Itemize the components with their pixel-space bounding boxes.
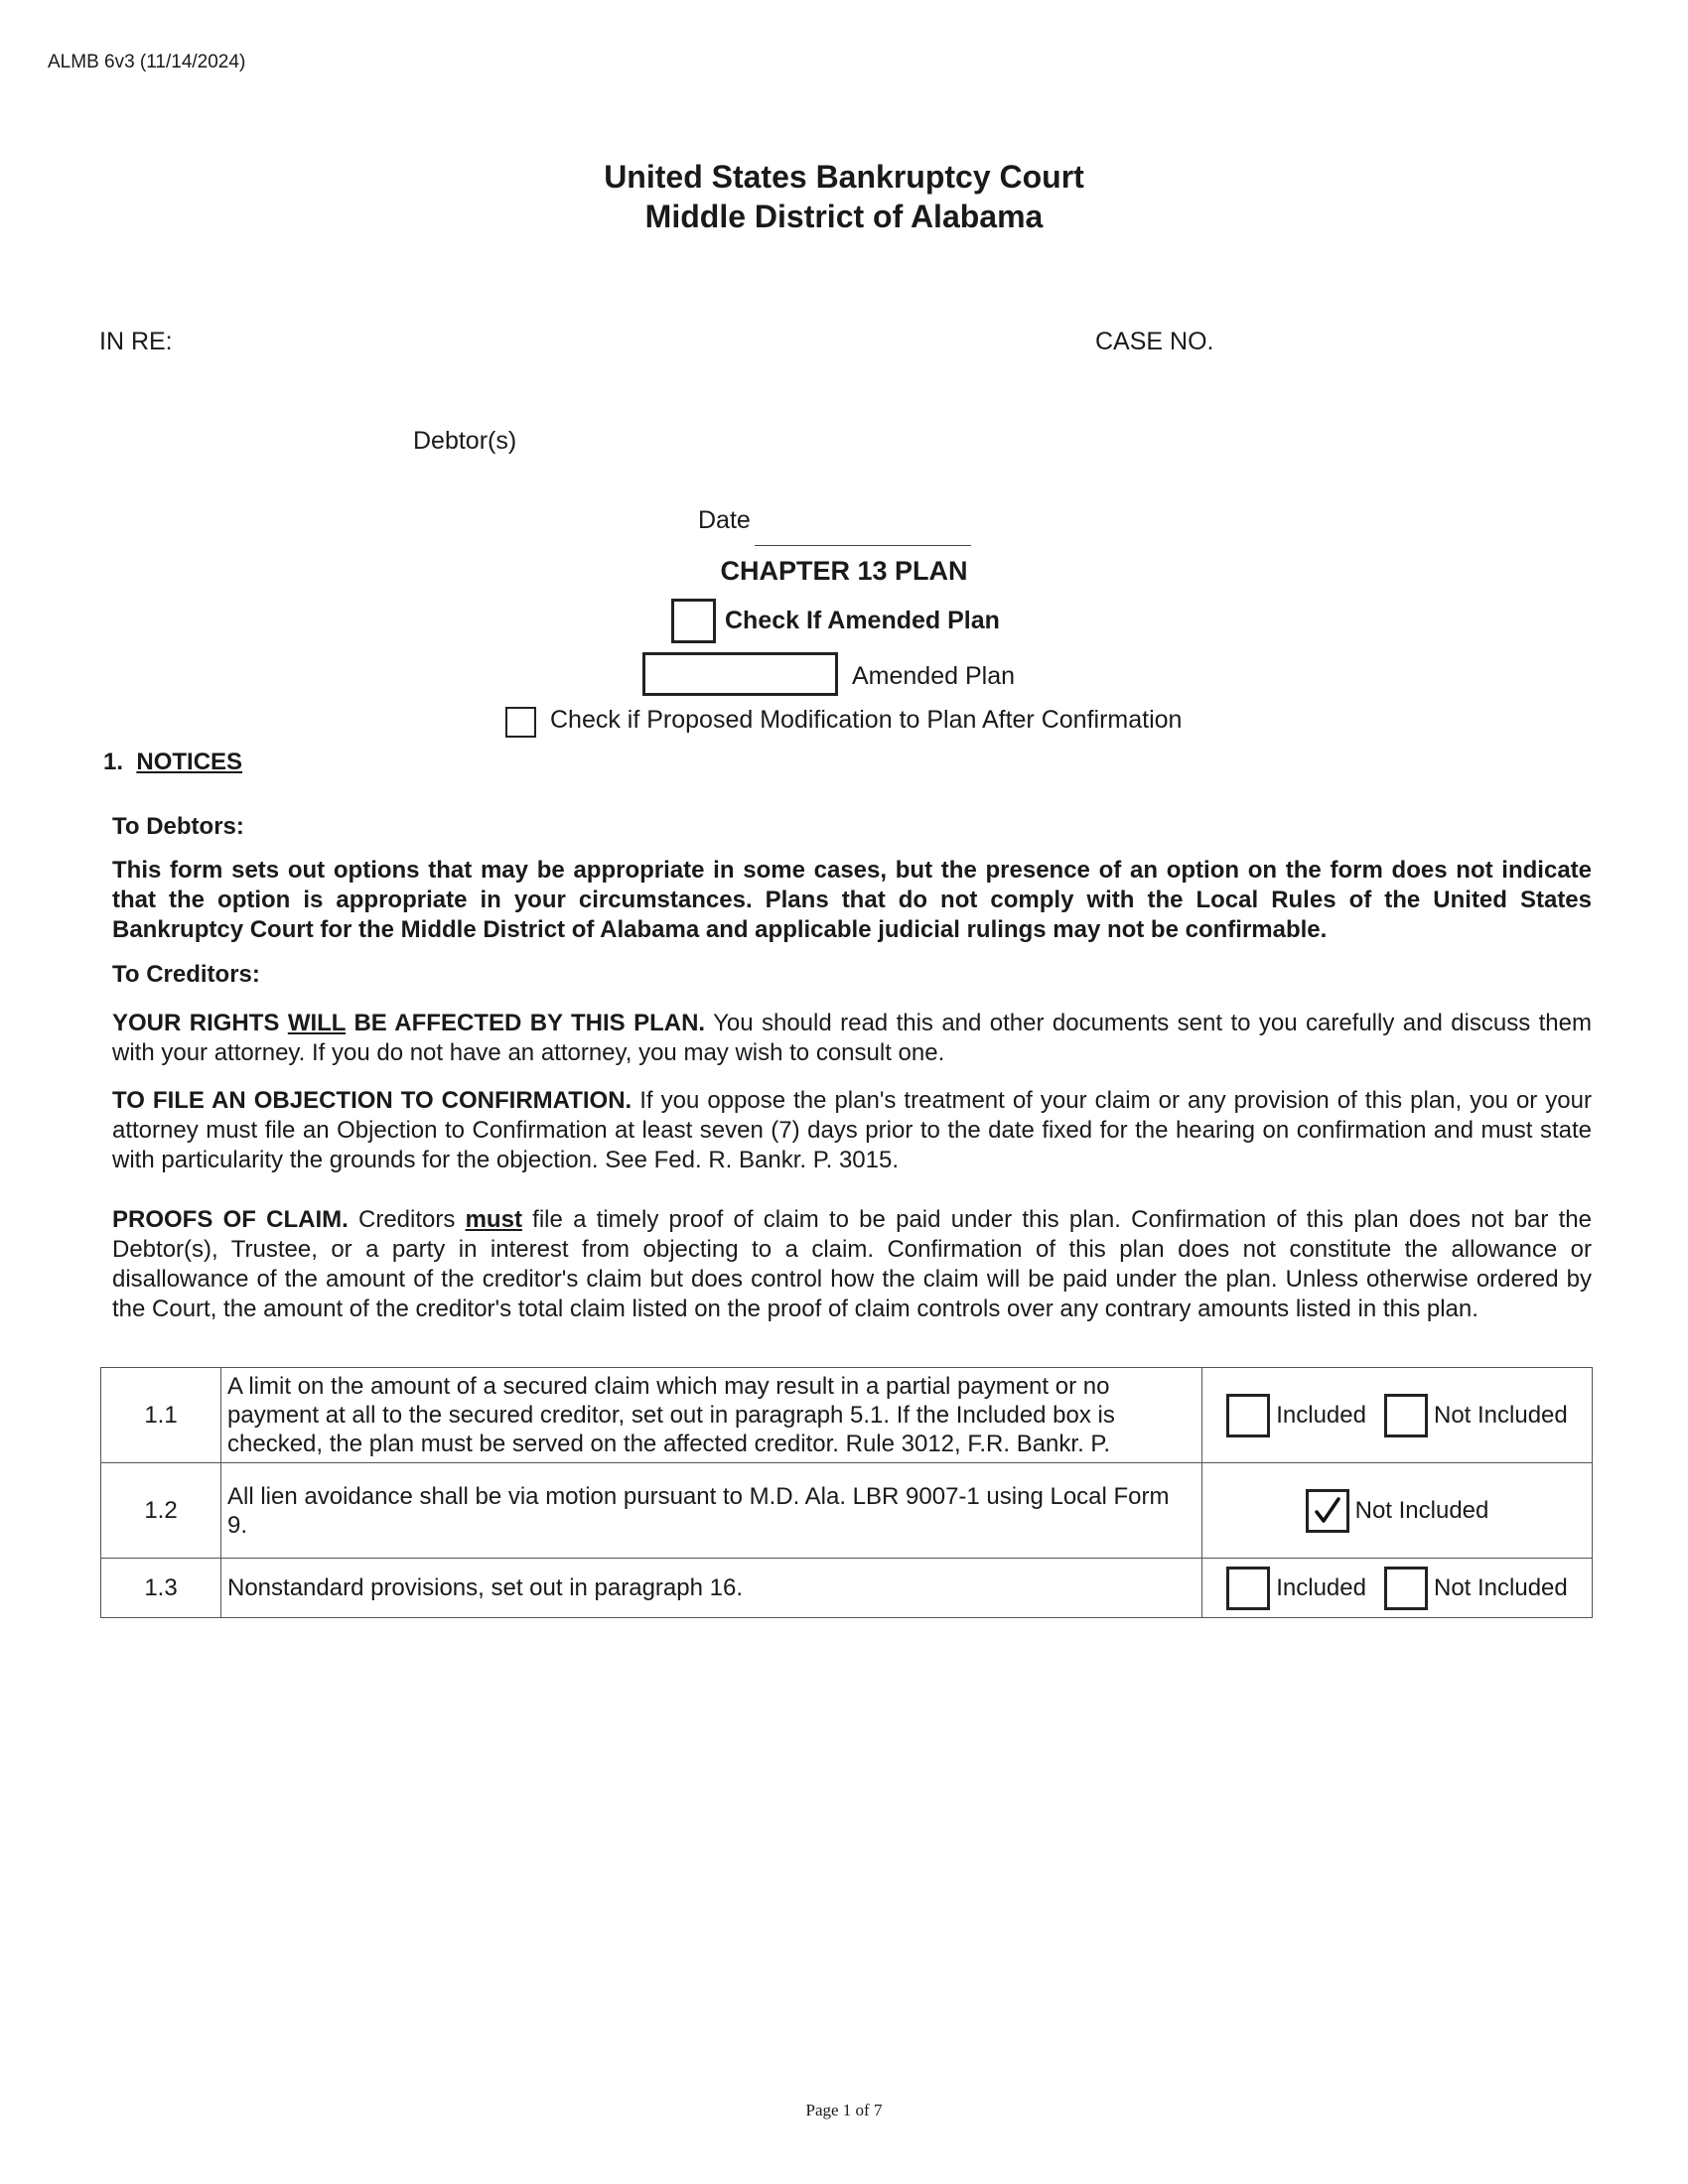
modification-checkbox-label: Check if Proposed Modification to Plan After Confirmation	[550, 706, 1183, 734]
in-re-label: IN RE:	[99, 328, 173, 355]
rights-text: You should read this and other documents sent to you carefully and discuss them with your attorney. If you do not have an attorney, you may wish to consult one.	[112, 1010, 1592, 1066]
proofs-paragraph	[112, 1205, 1592, 1324]
objection-lead: TO FILE AN OBJECTION TO CONFIRMATION.	[112, 1087, 633, 1114]
section-title: NOTICES	[136, 749, 243, 775]
checkmark-icon	[1311, 1494, 1344, 1528]
option-choices	[1202, 1463, 1593, 1559]
to-creditors-heading: To Creditors:	[112, 961, 260, 988]
amended-plan-checkbox[interactable]	[671, 599, 716, 643]
to-debtors-text: This form sets out options that may be appropriate in some cases, but the presence of an option on the form does not indicate that the option is appropriate in your circumstances. Plans that do not comply with the Local Rules of the United States Bankruptcy Court for the Middle District of Alabama and applicable judicial rulings may not be confirmable.	[112, 857, 1592, 943]
included-label: Included	[1276, 1573, 1366, 1601]
amended-plan-field-label: Amended Plan	[852, 662, 1016, 690]
form-id: ALMB 6v3 (11/14/2024)	[48, 52, 246, 72]
rights-lead-will: WILL	[287, 1010, 347, 1036]
option-description: Nonstandard provisions, set out in paragraph 16.	[221, 1559, 1202, 1618]
court-district: Middle District of Alabama	[644, 199, 1044, 234]
option-number: 1.3	[101, 1559, 221, 1618]
not-included-checkbox[interactable]	[1306, 1489, 1349, 1533]
rights-lead-a: YOUR RIGHTS	[112, 1010, 288, 1036]
not-included-label: Not Included	[1433, 1401, 1568, 1429]
date-label: Date	[698, 506, 751, 534]
amended-plan-checkbox-label: Check If Amended Plan	[725, 607, 1000, 634]
proofs-lead: PROOFS OF CLAIM.	[112, 1206, 349, 1233]
table-row	[101, 1368, 1593, 1463]
notice-options-table	[100, 1367, 1593, 1618]
section-heading	[103, 749, 242, 776]
included-checkbox[interactable]	[1226, 1567, 1270, 1610]
proofs-text-b: file a timely proof of claim to be paid under this plan. Confirmation of this plan does not bar the Debtor(s), Trustee, or a party in interest from objecting to a claim. Confirmation of this plan does not constitute the allowance or disallowance of the amount of the creditor's claim but does control how the claim will be paid under the plan. Unless otherwise ordered by the Court, the amount of the creditor's total claim listed on the proof of claim controls over any contrary amounts listed in this plan.	[112, 1206, 1592, 1322]
page-number: Page 1 of 7	[805, 2101, 883, 2119]
not-included-checkbox[interactable]	[1384, 1567, 1428, 1610]
section-number: 1.	[103, 749, 124, 775]
option-number: 1.2	[101, 1463, 221, 1559]
rights-paragraph	[112, 1009, 1592, 1068]
option-number: 1.1	[101, 1368, 221, 1463]
included-checkbox[interactable]	[1226, 1394, 1270, 1437]
court-name: United States Bankruptcy Court	[604, 159, 1084, 195]
table-row	[101, 1463, 1593, 1559]
option-choices	[1202, 1368, 1593, 1463]
not-included-label: Not Included	[1354, 1496, 1489, 1524]
rights-lead	[112, 1010, 705, 1036]
option-description: A limit on the amount of a secured claim which may result in a partial payment or no payment at all to the secured creditor, set out in paragraph 5.1. If the Included box is checked, the plan must be served on the affected creditor. Rule 3012, F.R. Bankr. P.	[221, 1368, 1202, 1463]
debtors-label: Debtor(s)	[413, 427, 517, 455]
option-choices	[1202, 1559, 1593, 1618]
objection-paragraph	[112, 1086, 1592, 1175]
rights-lead-b: BE AFFECTED BY THIS PLAN.	[346, 1010, 706, 1036]
to-debtors-heading: To Debtors:	[112, 813, 244, 840]
date-field[interactable]	[755, 545, 971, 546]
table-row	[101, 1559, 1593, 1618]
case-no-label: CASE NO.	[1095, 328, 1214, 355]
proofs-must: must	[465, 1206, 522, 1233]
modification-checkbox[interactable]	[505, 707, 536, 738]
plan-title: CHAPTER 13 PLAN	[720, 556, 968, 586]
not-included-checkbox[interactable]	[1384, 1394, 1428, 1437]
objection-text: If you oppose the plan's treatment of your claim or any provision of this plan, you or your attorney must file an Objection to Confirmation at least seven (7) days prior to the date fixed for the hearing on confirmation and must state with particularity the grounds for the objection. See Fed. R. Bankr. P. 3015.	[112, 1087, 1592, 1173]
option-description: All lien avoidance shall be via motion pursuant to M.D. Ala. LBR 9007-1 using Local Form 9.	[221, 1463, 1202, 1559]
proofs-text-a: Creditors	[348, 1206, 466, 1233]
amended-plan-field[interactable]	[642, 652, 838, 696]
not-included-label: Not Included	[1433, 1573, 1568, 1601]
included-label: Included	[1276, 1401, 1366, 1429]
